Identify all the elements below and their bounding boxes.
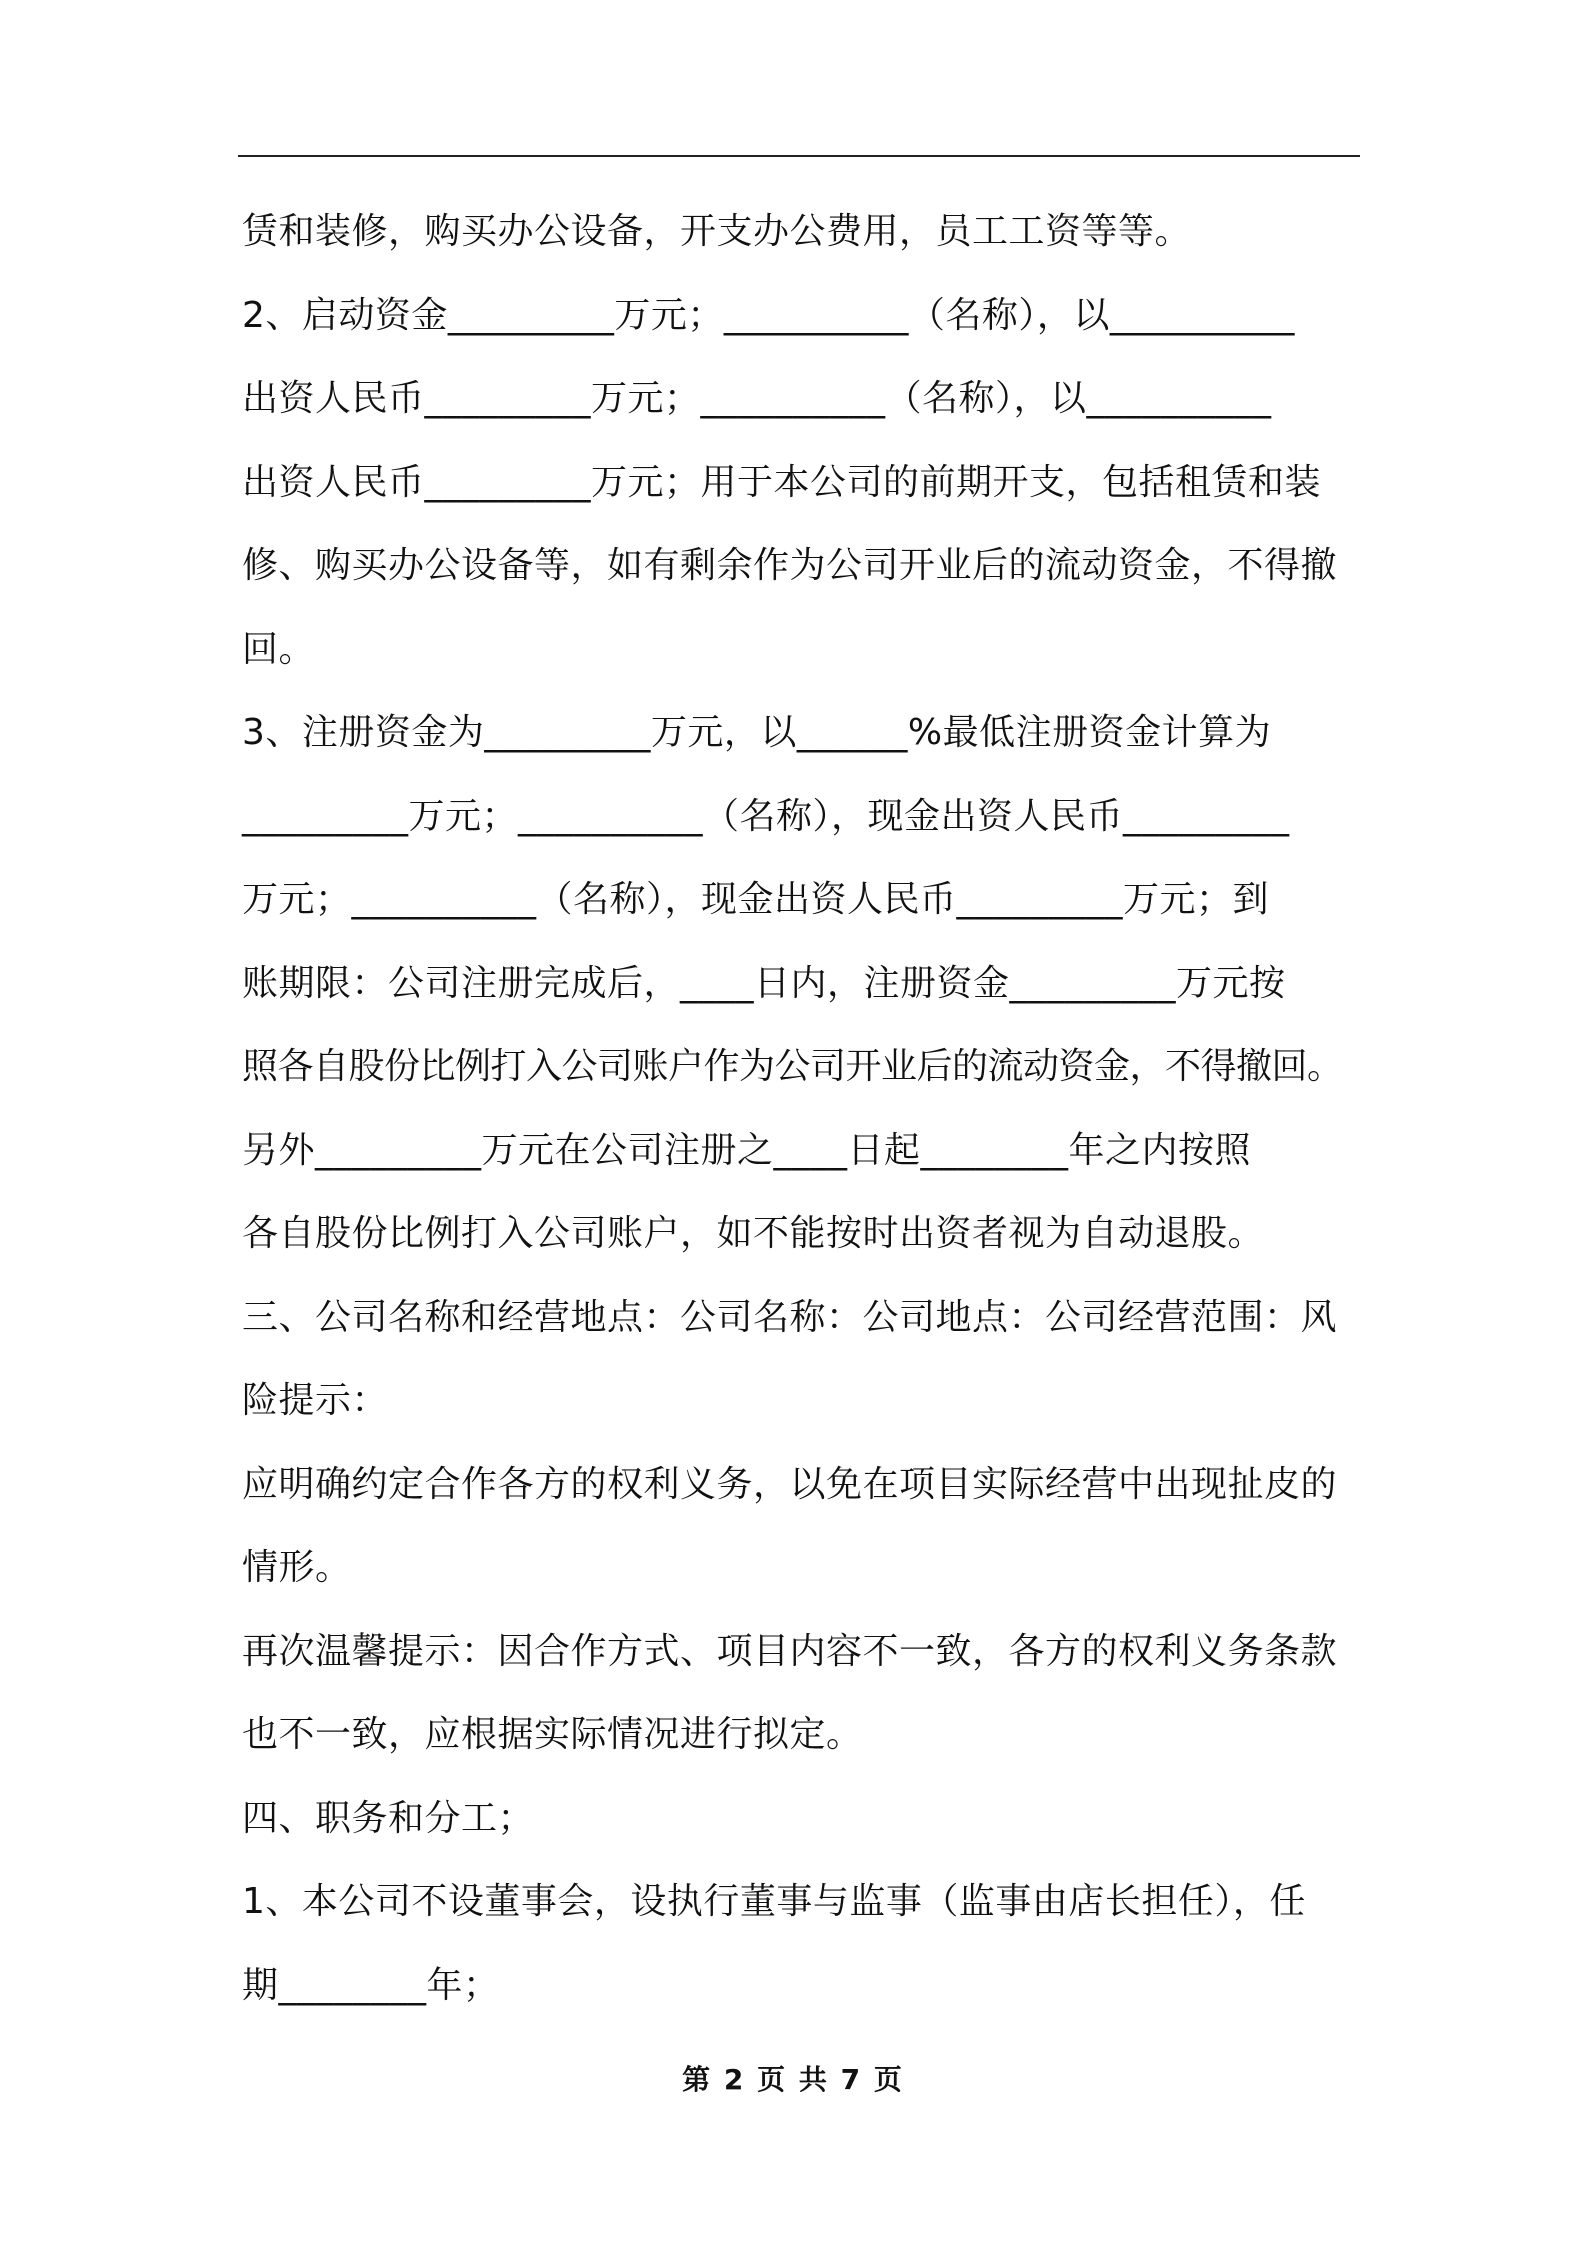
paragraph-line: 出资人民币_________万元；用于本公司的前期开支，包括租赁和装: [242, 461, 1322, 503]
paragraph-line: 账期限：公司注册完成后，____日内，注册资金_________万元按: [242, 962, 1286, 1004]
header-divider: [238, 155, 1360, 157]
paragraph-line: 回。: [242, 628, 316, 670]
paragraph-line: 应明确约定合作各方的权利义务，以免在项目实际经营中出现扯皮的: [242, 1463, 1338, 1505]
paragraph-line: 出资人民币_________万元；__________（名称），以__________: [242, 378, 1272, 419]
paragraph-line: 再次温馨提示：因合作方式、项目内容不一致，各方的权利义务条款: [242, 1630, 1338, 1672]
paragraph-line: 四、职务和分工；: [242, 1797, 535, 1839]
paragraph-line: 2、启动资金_________万元；__________（名称），以__________: [242, 294, 1295, 336]
paragraph-line: 三、公司名称和经营地点：公司名称：公司地点：公司经营范围：风: [242, 1296, 1338, 1338]
paragraph-line: 万元；__________（名称），现金出资人民币_________万元；到: [242, 879, 1270, 920]
page-number: 第 2 页 共 7 页: [682, 2063, 904, 2096]
paragraph-line: 1、本公司不设董事会，设执行董事与监事（监事由店长担任），任: [242, 1881, 1306, 1922]
document-body: [242, 190, 1362, 2027]
paragraph-line: 修、购买办公设备等，如有剩余作为公司开业后的流动资金，不得撤: [242, 545, 1338, 586]
paragraph-line: 各自股份比例打入公司账户，如不能按时出资者视为自动退股。: [242, 1213, 1265, 1254]
paragraph-line: 3、注册资金为_________万元，以______%最低注册资金计算为: [242, 712, 1272, 753]
paragraph-line: 险提示：: [242, 1380, 389, 1421]
paragraph-line: _________万元；__________（名称），现金出资人民币_________: [242, 795, 1290, 837]
paragraph-line: 也不一致，应根据实际情况进行拟定。: [242, 1714, 863, 1755]
paragraph-line: 期________年；: [242, 1964, 500, 2006]
paragraph-line: 赁和装修，购买办公设备，开支办公费用，员工工资等等。: [242, 211, 1192, 252]
paragraph-line: 情形。: [242, 1547, 352, 1588]
paragraph-line: 另外_________万元在公司注册之____日起________年之内按照: [242, 1129, 1252, 1171]
paragraph-line: 照各自股份比例打入公司账户作为公司开业后的流动资金，不得撤回。: [242, 1046, 1343, 1087]
